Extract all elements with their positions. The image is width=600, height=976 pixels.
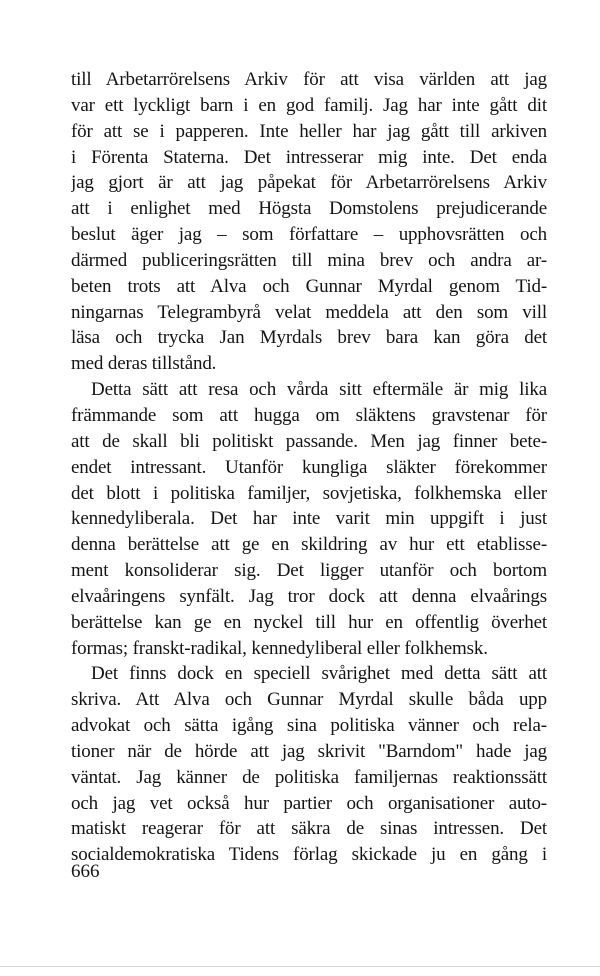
text-line: endet intressant. Utanför kungliga släkter förekommer [71, 456, 547, 478]
text-line: socialdemokratiska Tidens förlag skickade ju en gång i [71, 844, 547, 866]
text-line: denna berättelse att ge en skildring av hur ett etablisse- [71, 534, 547, 556]
text-line: det blott i politiska familjer, sovjetiska, folkhemska eller [71, 482, 547, 504]
text-line: och jag vet också hur partier och organisationer auto- [71, 792, 547, 814]
text-line: ment konsoliderar sig. Det ligger utanför och bortom [71, 560, 547, 582]
text-line: jag gjort är att jag påpekat för Arbetarrörelsens Arkiv [71, 172, 547, 194]
text-line: läsa och trycka Jan Myrdals brev bara kan göra det [71, 327, 547, 349]
text-line: till Arbetarrörelsens Arkiv för att visa världen att jag [71, 69, 547, 90]
text-line: tioner när de hörde att jag skrivit "Barndom" hade jag [71, 740, 547, 762]
text-line: att de skall bli politiskt passande. Men jag finner bete- [71, 430, 547, 452]
page-number: 666 [71, 861, 100, 882]
text-line: Det finns dock en speciell svårighet med detta sätt att [91, 663, 547, 685]
text-line: för att se i papperen. Inte heller har jag gått till arkiven [71, 120, 547, 142]
text-line: därmed publiceringsrätten till mina brev och andra ar- [71, 249, 547, 271]
text-line: matiskt reagerar för att säkra de sinas intressen. Det [71, 818, 547, 840]
paragraph [71, 661, 547, 868]
text-line: formas; franskt-radikal, kennedyliberal eller folkhemsk. [71, 637, 488, 659]
paragraph [71, 67, 547, 377]
text-line: beten trots att Alva och Gunnar Myrdal genom Tid- [71, 275, 547, 297]
text-line: kennedyliberala. Det har inte varit min uppgift i just [71, 508, 547, 530]
text-line: beslut äger jag – som författare – upphovsrätten och [71, 224, 547, 246]
text-line: väntat. Jag känner de politiska familjernas reaktionssätt [71, 766, 547, 788]
text-line: advokat och sätta igång sina politiska vänner och rela- [71, 715, 547, 737]
body-text [71, 67, 547, 868]
text-line: med deras tillstånd. [71, 353, 217, 375]
text-line: Detta sätt att resa och vårda sitt eftermäle är mig lika [91, 379, 547, 401]
text-line: i Förenta Staterna. Det intresserar mig inte. Det enda [71, 146, 547, 168]
scan-edge-line [0, 966, 600, 967]
paragraph [71, 377, 547, 661]
text-line: var ett lyckligt barn i en god familj. Jag har inte gått dit [71, 94, 547, 116]
text-line: skriva. Att Alva och Gunnar Myrdal skulle båda upp [71, 689, 547, 711]
text-line: ningarnas Telegrambyrå velat meddela att den som vill [71, 301, 547, 323]
text-line: elvaåringens synfält. Jag tror dock att denna elvaårings [71, 585, 547, 607]
text-line: att i enlighet med Högsta Domstolens prejudicerande [71, 198, 547, 220]
text-line: berättelse kan ge en nyckel till hur en offentlig överhet [71, 611, 547, 633]
text-line: främmande som att hugga om släktens gravstenar för [71, 404, 547, 426]
